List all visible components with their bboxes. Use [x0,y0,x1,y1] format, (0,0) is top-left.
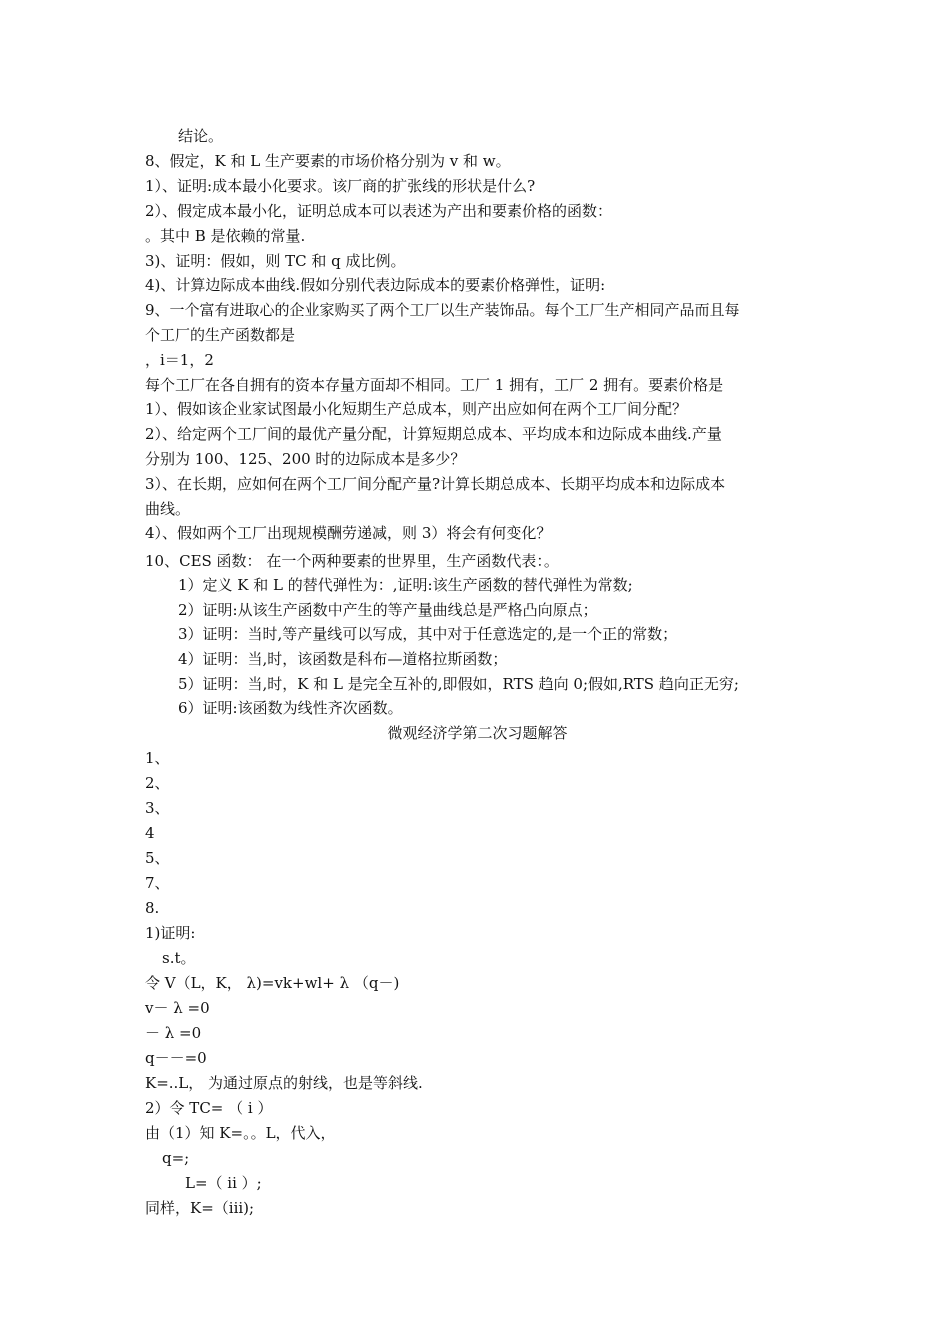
text-line: 由（1）知 K=。。L，代入， [145,1124,336,1142]
text-line: 令 V（L，K， λ)=vk+wl+ λ （q－) [145,974,400,992]
text-line: 1）定义 K 和 L 的替代弹性为：,证明:该生产函数的替代弹性为常数; [178,576,633,594]
text-line: 3）证明：当时,等产量线可以写成，其中对于任意选定的,是一个正的常数； [178,625,678,643]
answer-item: 3、 [145,799,170,817]
answer-item: 1、 [145,749,170,767]
text-line: 结论。 [178,127,224,145]
text-line: ，i＝1，2 [145,351,214,369]
text-line: K=..L， 为通过原点的射线，也是等斜线. [145,1074,423,1092]
section-title: 微观经济学第二次习题解答 [387,724,568,742]
text-line: s.t。 [162,949,196,967]
text-line: L=（ ii ）; [185,1174,262,1192]
text-line: 4）证明：当,时，该函数是科布—道格拉斯函数； [178,650,508,668]
text-line: 1）、证明:成本最小化要求。该厂商的扩张线的形状是什么? [145,177,536,195]
text-line: 曲线。 [145,500,191,518]
text-line: 1)证明: [145,924,196,942]
answer-item: 7、 [145,874,170,892]
answer-item: 5、 [145,849,170,867]
text-line: 4)、计算边际成本曲线.假如分别代表边际成本的要素价格弹性，证明: [145,276,606,294]
text-line: 每个工厂在各自拥有的资本存量方面却不相同。工厂 1 拥有，工厂 2 拥有。要素价格是 [145,376,724,394]
text-line: 1）、假如该企业家试图最小化短期生产总成本，则产出应如何在两个工厂间分配？ [145,400,688,418]
text-line: 2）证明:从该生产函数中产生的等产量曲线总是严格凸向原点； [178,601,598,619]
text-line: 4）、假如两个工厂出现规模酬劳递减，则 3）将会有何变化？ [145,524,552,542]
text-line: 。其中 B 是依赖的常量. [145,227,306,245]
text-line: 分别为 100、125、200 时的边际成本是多少？ [145,450,466,468]
text-line: 6）证明:该函数为线性齐次函数。 [178,699,403,717]
text-line: － λ =0 [145,1024,202,1042]
text-line: q－－=0 [145,1049,207,1067]
text-line: q=; [162,1149,190,1167]
text-line: 个工厂的生产函数都是 [145,326,296,344]
text-line: 3)、证明：假如，则 TC 和 q 成比例。 [145,252,406,270]
text-line: 同样，K=（iii); [145,1199,255,1217]
question-9: 9、一个富有进取心的企业家购买了两个工厂以生产装饰品。每个工厂生产相同产品而且每 [145,301,740,319]
question-10: 10、CES 函数： 在一个两种要素的世界里，生产函数代表：。 [145,552,559,570]
text-line: 3）、在长期，应如何在两个工厂间分配产量?计算长期总成本、长期平均成本和边际成本 [145,475,726,493]
text-line: 2）令 TC= （ i ） [145,1099,273,1117]
answer-item: 2、 [145,774,170,792]
answer-item: 4 [145,824,155,842]
text-line: 2）、假定成本最小化，证明总成本可以表述为产出和要素价格的函数： [145,202,613,220]
text-line: v－ λ =0 [145,999,210,1017]
text-line: 5）证明：当,时，K 和 L 是完全互补的,即假如，RTS 趋向 0;假如,RTS 趋向正无穷; [178,675,739,693]
question-8: 8、假定，K 和 L 生产要素的市场价格分别为 v 和 w。 [145,152,511,170]
text-line: 2）、给定两个工厂间的最优产量分配，计算短期总成本、平均成本和边际成本曲线.产量 [145,425,722,443]
answer-item: 8. [145,899,160,917]
